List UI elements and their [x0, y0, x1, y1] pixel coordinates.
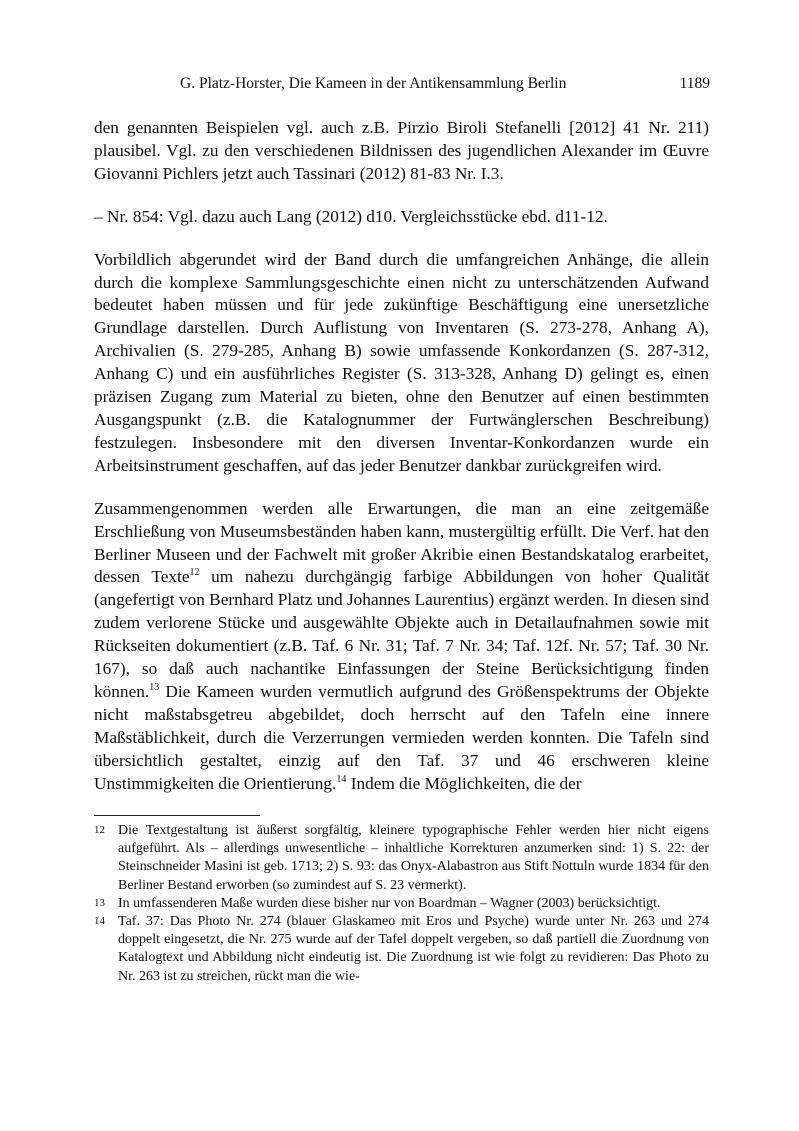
running-title: G. Platz-Horster, Die Kameen in der Antikensammlung Berlin — [180, 75, 567, 92]
footnote-number: 14 — [94, 915, 105, 928]
paragraph-4 — [94, 498, 709, 796]
footnote-ref-13[interactable]: 13 — [149, 682, 160, 694]
paragraph-3: Vorbildlich abgerundet wird der Band durch die umfangreichen Anhänge, die allein durch die komplexe Sammlungsgeschichte einen nicht zu unterschätzenden Aufwand bedeutet haben müssen und für jede zukünftige Beschäftigung eine unersetzliche Grundlage darstellen. Durch Auflistung von Inventaren (S. 273-278, Anhang A), Archivalien (S. 279-285, Anhang B) sowie umfassende Konkordanzen (S. 287-312, Anhang C) und ein ausführliches Register (S. 313-328, Anhang D) gelingt es, einen präzisen Zugang zum Material zu bieten, ohne den Benutzer auf einen bestimmten Ausgangspunkt (z.B. die Katalognummer der Furtwänglerschen Beschreibung) festzulegen. Insbesondere mit den diversen Inventar-Konkordanzen wurde ein Arbeitsinstrument geschaffen, auf das jeder Benutzer dankbar zurückgreifen wird. — [94, 249, 709, 475]
footnote-text: Die Textgestaltung ist äußerst sorgfältig, kleinere typographische Fehler werden hier nicht eigens aufgeführt. Als – allerdings unwesentliche – inhaltliche Korrekturen anzumerken sind: 1) S. 22: der Steinschneider Masini ist geb. 1713; 2) S. 93: das Onyx-Alabastron aus Stift Nottuln wurde 1834 für den Berliner Bestand erworben (so zumindest auf S. 23 vermerkt). — [118, 823, 709, 893]
paragraph-4-part-c: Die Kameen wurden vermutlich aufgrund des Größenspektrums der Objekte nicht maßstabsgetreu abgebildet, doch herrscht auf den Tafeln eine innere Maßstäblichkeit, durch die Verzerrungen vermieden werden konnten. Die Tafeln sind übersichtlich gestaltet, einzig auf den Taf. 37 und 46 erschweren kleine Unstimmigkeiten die Orientierung. — [94, 681, 709, 793]
paragraph-4-part-a: Zusammengenommen werden alle Erwartungen, die man an eine zeitgemäße Erschließung von Museumsbeständen haben kann, mustergültig erfüllt. Die Verf. hat den Berliner Museen und der Fachwelt mit großer Akribie einen Bestandskatalog erarbeitet, dessen Texte — [94, 498, 709, 587]
footnotes — [94, 822, 709, 986]
footnote-text: Taf. 37: Das Photo Nr. 274 (blauer Glaskameo mit Eros und Psyche) wurde unter Nr. 263 und 274 doppelt eingesetzt, die Nr. 275 wurde auf der Tafel doppelt vergeben, so daß partiell die Zuordnung von Katalogtext und Abbildung nicht eindeutig ist. Die Zuordnung ist wie folgt zu revidieren: Das Photo zu Nr. 263 ist zu streichen, rückt man die wie- — [118, 914, 709, 984]
footnote-text: In umfassenderen Maße wurden diese bisher nur von Boardman – Wagner (2003) berücksichtigt. — [118, 895, 661, 911]
footnote-ref-12[interactable]: 12 — [189, 567, 200, 579]
paragraph-2: – Nr. 854: Vgl. dazu auch Lang (2012) d10. Vergleichsstücke ebd. d11-12. — [94, 206, 608, 226]
footnote-13 — [94, 895, 709, 913]
paragraph-4-part-b: um nahezu durchgängig farbige Abbildungen von hoher Qualität (angefertigt von Bernhard Platz und Johannes Laurentius) ergänzt werden. In diesen sind zudem verlorene Stücke und ausgewählte Objekte auch in Detailaufnahmen sowie mit Rückseiten dokumentiert (z.B. Taf. 6 Nr. 31; Taf. 7 Nr. 34; Taf. 12f. Nr. 57; Taf. 30 Nr. 167), so daß auch nachantike Einfassungen der Steine Berücksichtigung finden können. — [94, 567, 709, 701]
footnote-number: 12 — [94, 824, 105, 836]
footnote-ref-14[interactable]: 14 — [336, 773, 347, 785]
page-number: 1189 — [679, 75, 710, 92]
footnote-separator — [94, 815, 260, 816]
footnote-12 — [94, 822, 709, 895]
footnote-number: 13 — [94, 896, 105, 909]
paragraph-4-part-d: Indem die Möglichkeiten, die der — [346, 773, 582, 793]
main-text — [94, 117, 709, 795]
paragraph-1: den genannten Beispielen vgl. auch z.B. Pirzio Biroli Stefanelli [2012] 41 Nr. 211) plausibel. Vgl. zu den verschiedenen Bildnissen des jugendlichen Alexander im Œuvre Giovanni Pichlers jetzt auch Tassinari (2012) 81-83 Nr. I.3. — [94, 118, 709, 183]
footnote-14 — [94, 913, 709, 986]
